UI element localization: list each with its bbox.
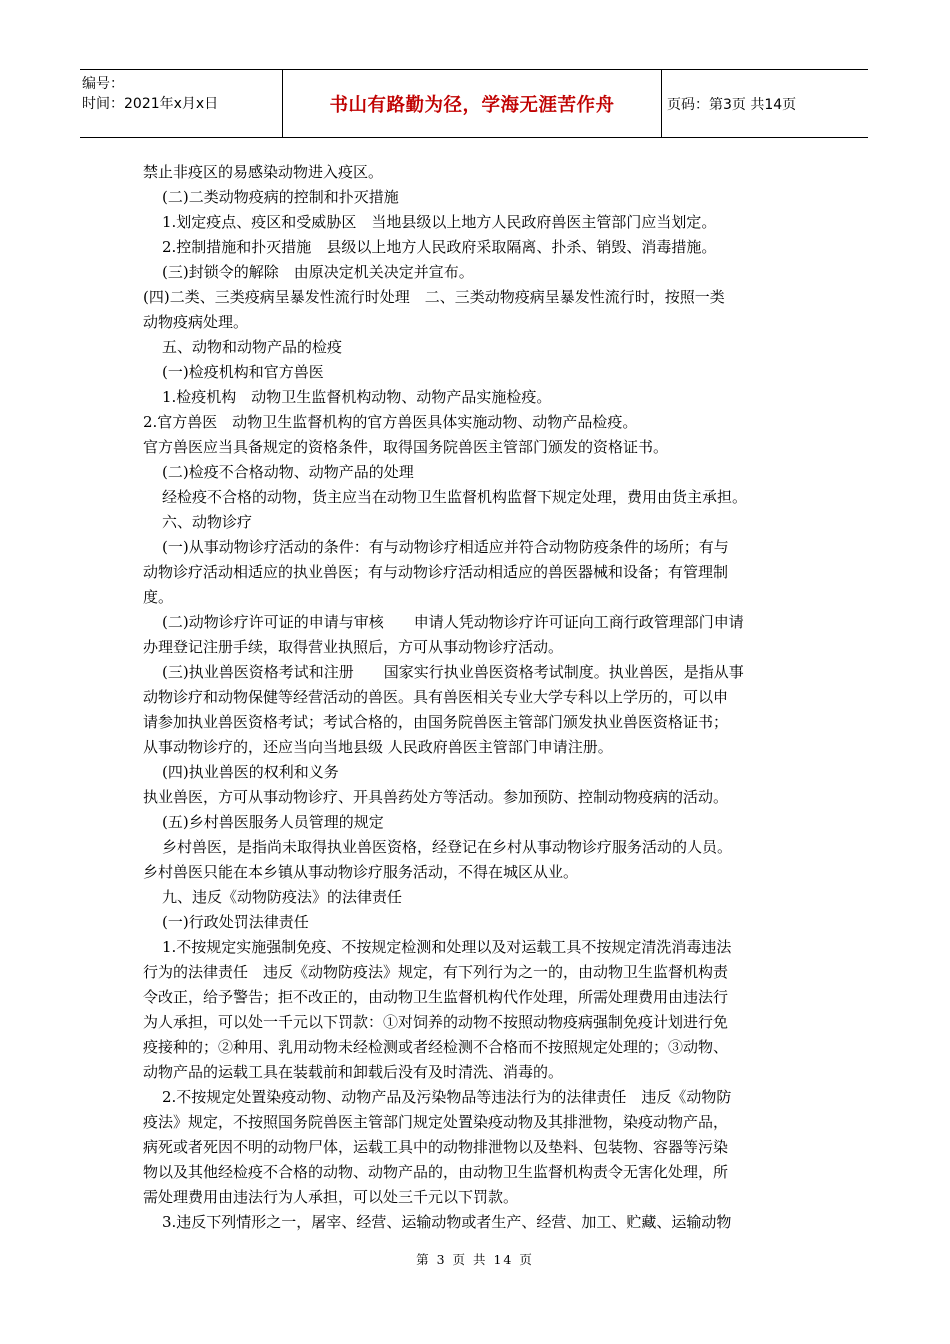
text-line: 为人承担，可以处一千元以下罚款：①对饲养的动物不按照动物疫病强制免疫计划进行免 bbox=[143, 1013, 729, 1031]
text-line: (一)行政处罚法律责任 bbox=[162, 913, 309, 931]
text-line: 乡村兽医只能在本乡镇从事动物诊疗服务活动，不得在城区从业。 bbox=[143, 863, 579, 881]
text-line: 经检疫不合格的动物，货主应当在动物卫生监督机构监督下规定处理，费用由货主承担。 bbox=[162, 488, 748, 506]
text-line: 疫接种的；②种用、乳用动物未经检测或者经检测不合格而不按照规定处理的；③动物、 bbox=[143, 1038, 729, 1056]
text-line: 官方兽医应当具备规定的资格条件，取得国务院兽医主管部门颁发的资格证书。 bbox=[143, 438, 669, 456]
section-heading: 九、违反《动物防疫法》的法律责任 bbox=[162, 888, 403, 906]
text-line: 请参加执业兽医资格考试；考试合格的，由国务院兽医主管部门颁发执业兽医资格证书； bbox=[143, 713, 729, 731]
text-line: 3.违反下列情形之一，屠宰、经营、运输动物或者生产、经营、加工、贮藏、运输动物 bbox=[162, 1213, 732, 1231]
text-line: 疫法》规定，不按照国务院兽医主管部门规定处置染疫动物及其排泄物，染疫动物产品， bbox=[143, 1113, 729, 1131]
text-line: (一)从事动物诊疗活动的条件：有与动物诊疗相适应并符合动物防疫条件的场所；有与 bbox=[162, 538, 729, 556]
text-line: 1.检疫机构 动物卫生监督机构动物、动物产品实施检疫。 bbox=[162, 388, 552, 406]
text-line: 动物产品的运载工具在装载前和卸载后没有及时清洗、消毒的。 bbox=[143, 1063, 564, 1081]
header-page-info: 页码：第3页 共14页 bbox=[667, 96, 797, 113]
text-line: 令改正，给予警告；拒不改正的，由动物卫生监督机构代作处理，所需处理费用由违法行 bbox=[143, 988, 729, 1006]
text-line: 行为的法律责任 违反《动物防疫法》规定，有下列行为之一的，由动物卫生监督机构责 bbox=[143, 963, 729, 981]
header-motto: 书山有路勤为径，学海无涯苦作舟 bbox=[283, 70, 662, 137]
text-line: 物以及其他经检疫不合格的动物、动物产品的，由动物卫生监督机构责令无害化处理，所 bbox=[143, 1163, 729, 1181]
text-line: (三)执业兽医资格考试和注册 国家实行执业兽医资格考试制度。执业兽医，是指从事 bbox=[162, 663, 744, 681]
page-header bbox=[80, 69, 868, 138]
number-label: 编号： bbox=[82, 76, 124, 92]
text-line: 病死或者死因不明的动物尸体，运载工具中的动物排泄物以及垫料、包装物、容器等污染 bbox=[143, 1138, 729, 1156]
text-line: 动物诊疗活动相适应的执业兽医；有与动物诊疗活动相适应的兽医器械和设备；有管理制 bbox=[143, 563, 729, 581]
text-line: (二)动物诊疗许可证的申请与审核 申请人凭动物诊疗许可证向工商行政管理部门申请 bbox=[162, 613, 744, 631]
text-line: 2.不按规定处置染疫动物、动物产品及污染物品等违法行为的法律责任 违反《动物防 bbox=[162, 1088, 732, 1106]
text-line: (五)乡村兽医服务人员管理的规定 bbox=[162, 813, 384, 831]
text-line: 2.官方兽医 动物卫生监督机构的官方兽医具体实施动物、动物产品检疫。 bbox=[143, 413, 638, 431]
text-line: 需处理费用由违法行为人承担，可以处三千元以下罚款。 bbox=[143, 1188, 519, 1206]
text-line: (二)二类动物疫病的控制和扑灭措施 bbox=[162, 188, 399, 206]
section-heading: 六、动物诊疗 bbox=[162, 513, 253, 531]
text-line: 办理登记注册手续，取得营业执照后，方可从事动物诊疗活动。 bbox=[143, 638, 564, 656]
text-line: (一)检疫机构和官方兽医 bbox=[162, 363, 324, 381]
text-line: 乡村兽医，是指尚未取得执业兽医资格，经登记在乡村从事动物诊疗服务活动的人员。 bbox=[162, 838, 733, 856]
text-line: 禁止非疫区的易感染动物进入疫区。 bbox=[143, 163, 384, 181]
page-footer: 第 3 页 共 14 页 bbox=[416, 1252, 534, 1267]
text-line: 执业兽医，方可从事动物诊疗、开具兽药处方等活动。参加预防、控制动物疫病的活动。 bbox=[143, 788, 729, 806]
text-line: (四)执业兽医的权利和义务 bbox=[162, 763, 339, 781]
text-line: 度。 bbox=[143, 588, 174, 606]
text-line: (二)检疫不合格动物、动物产品的处理 bbox=[162, 463, 414, 481]
text-line: 动物疫病处理。 bbox=[143, 313, 249, 331]
date-label: 时间：2021年x月x日 bbox=[82, 96, 219, 112]
text-line: 2.控制措施和扑灭措施 县级以上地方人民政府采取隔离、扑杀、销毁、消毒措施。 bbox=[162, 238, 717, 256]
section-heading: 五、动物和动物产品的检疫 bbox=[162, 338, 343, 356]
text-line: 1.不按规定实施强制免疫、不按规定检测和处理以及对运载工具不按规定清洗消毒违法 bbox=[162, 938, 732, 956]
text-line: 动物诊疗和动物保健等经营活动的兽医。具有兽医相关专业大学专科以上学历的，可以申 bbox=[143, 688, 729, 706]
text-line: 1.划定疫点、疫区和受威胁区 当地县级以上地方人民政府兽医主管部门应当划定。 bbox=[162, 213, 717, 231]
text-line: (三)封锁令的解除 由原决定机关决定并宣布。 bbox=[162, 263, 474, 281]
text-line: 从事动物诊疗的，还应当向当地县级 人民政府兽医主管部门申请注册。 bbox=[143, 738, 613, 756]
header-meta-cell bbox=[80, 70, 283, 137]
text-line: (四)二类、三类疫病呈暴发性流行时处理 二、三类动物疫病呈暴发性流行时，按照一类 bbox=[143, 288, 725, 306]
